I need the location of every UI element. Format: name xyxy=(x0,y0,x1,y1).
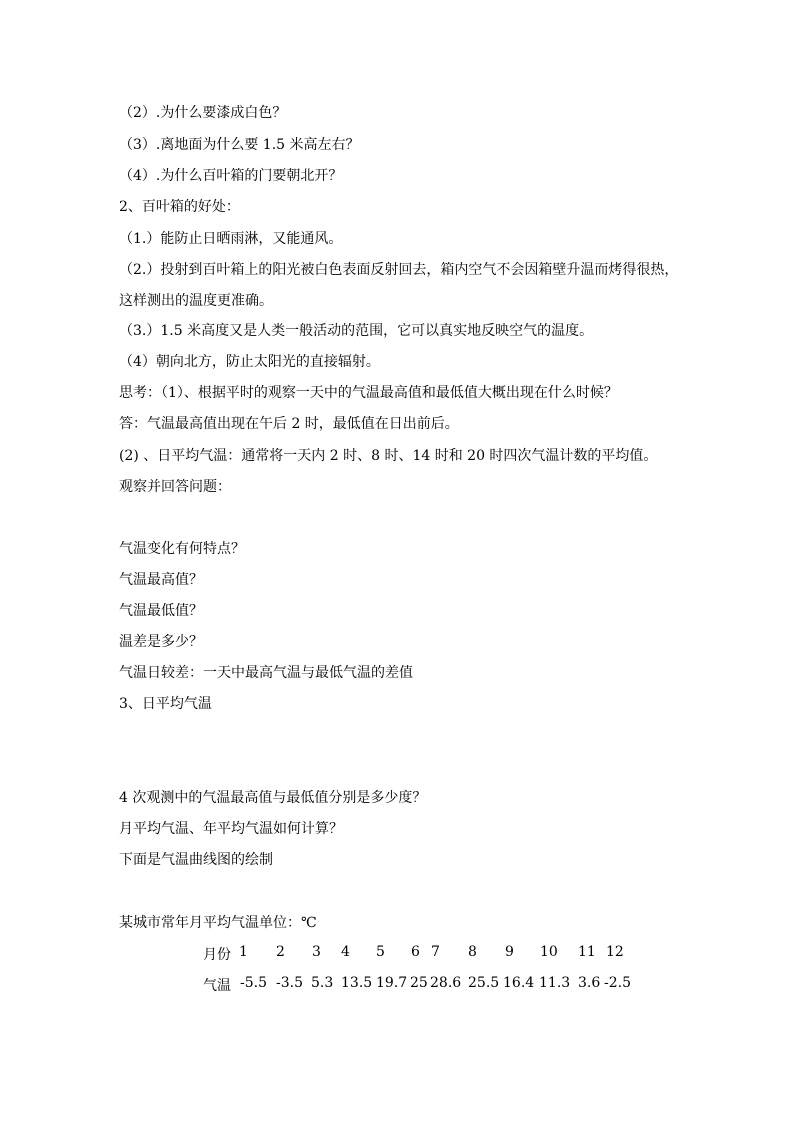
question-four-observations: 4 次观测中的气温最高值与最低值分别是多少度？ xyxy=(119,790,427,806)
month-cell: 9 xyxy=(505,944,514,960)
temp-cell: 16.4 xyxy=(503,975,535,991)
temp-cell: -2.5 xyxy=(604,975,631,991)
benefit-3: （3.）1.5 米高度又是人类一般活动的范围，它可以真实地反映空气的温度。 xyxy=(119,323,594,339)
temp-cell: -3.5 xyxy=(276,975,303,991)
observe-prompt: 观察并回答问题： xyxy=(119,479,231,495)
benefit-2-continued: 这样测出的温度更准确。 xyxy=(119,293,273,309)
benefit-2: （2.）投射到百叶箱上的阳光被白色表面反射回去，箱内空气不会因箱壁升温而烤得很热， xyxy=(119,262,679,278)
definition-daily-range: 气温日较差：一天中最高气温与最低气温的差值 xyxy=(119,665,413,681)
answer-1: 答：气温最高值出现在午后 2 时，最低值在日出前后。 xyxy=(119,416,459,432)
temp-cell: 25.5 xyxy=(468,975,500,991)
section-heading-daily-mean: 3、日平均气温 xyxy=(119,696,212,712)
section-heading-benefits: 2、百叶箱的好处： xyxy=(119,199,240,215)
month-cell: 10 xyxy=(540,944,558,960)
question-temp-range: 温差是多少？ xyxy=(119,634,203,650)
table-caption: 某城市常年月平均气温单位：℃ xyxy=(119,915,317,931)
question-temp-characteristics: 气温变化有何特点？ xyxy=(119,541,245,557)
month-cell: 12 xyxy=(606,944,624,960)
thinking-question-2: (2) 、日平均气温：通常将一天内 2 时、8 时、14 时和 20 时四次气温计数的平均值。 xyxy=(119,448,658,464)
month-cell: 6 xyxy=(411,944,420,960)
curve-drawing-intro: 下面是气温曲线图的绘制 xyxy=(119,852,273,868)
temp-cell: 5.3 xyxy=(311,975,334,991)
month-header: 月份 xyxy=(203,947,231,963)
question-3-height: （3）.离地面为什么要 1.5 米高左右？ xyxy=(119,137,360,153)
question-monthly-annual-mean: 月平均气温、年平均气温如何计算？ xyxy=(119,821,343,837)
question-2-white-paint: （2）.为什么要漆成白色？ xyxy=(119,105,287,121)
temp-cell: 28.6 xyxy=(430,975,462,991)
month-cell: 5 xyxy=(376,944,385,960)
month-cell: 1 xyxy=(239,944,248,960)
month-cell: 8 xyxy=(468,944,477,960)
question-temp-min: 气温最低值？ xyxy=(119,603,203,619)
benefit-1: （1.）能防止日晒雨淋，又能通风。 xyxy=(119,231,343,247)
thinking-question-1: 思考：（1）、根据平时的观察一天中的气温最高值和最低值大概出现在什么时候？ xyxy=(119,385,618,401)
temp-cell: -5.5 xyxy=(240,975,267,991)
question-4-door-north: （4）.为什么百叶箱的门要朝北开？ xyxy=(119,168,343,184)
temp-header: 气温 xyxy=(203,978,231,994)
temp-cell: 11.3 xyxy=(539,975,571,991)
month-cell: 11 xyxy=(578,944,596,960)
month-cell: 4 xyxy=(341,944,350,960)
temp-cell: 3.6 xyxy=(578,975,601,991)
question-temp-max: 气温最高值？ xyxy=(119,572,203,588)
temp-cell: 19.7 xyxy=(376,975,408,991)
temp-cell: 25 xyxy=(410,975,428,991)
benefit-4: （4）朝向北方，防止太阳光的直接辐射。 xyxy=(119,354,380,370)
month-cell: 3 xyxy=(312,944,321,960)
month-cell: 7 xyxy=(431,944,440,960)
month-cell: 2 xyxy=(276,944,285,960)
temp-cell: 13.5 xyxy=(341,975,373,991)
